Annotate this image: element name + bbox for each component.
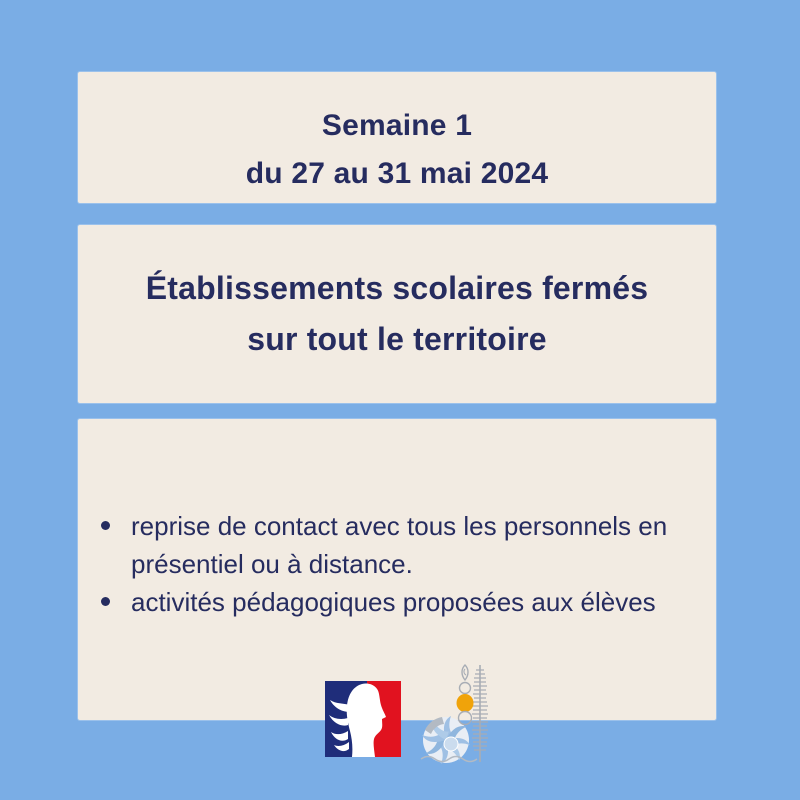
bullet-2-line-1: activités pédagogiques proposées aux élèves (131, 587, 656, 617)
week-title-line-2: du 27 au 31 mai 2024 (245, 156, 549, 190)
bullet-text (131, 507, 667, 583)
headline-line-1: Établissements scolaires fermés (145, 270, 649, 306)
headline-line-2: sur tout le territoire (247, 321, 547, 357)
bullet-list (78, 419, 716, 621)
bullet-item (98, 507, 688, 583)
headline-panel (78, 225, 716, 403)
bullet-1-line-2: présentiel ou à distance. (131, 549, 413, 579)
bullet-1-line-1: reprise de contact avec tous les personnels en (131, 511, 668, 541)
week-panel (78, 72, 716, 203)
bullet-dot-icon (101, 597, 110, 606)
gouvernement-nouvelle-caledonie-logo (418, 662, 506, 767)
marianne-republique-francaise-logo (325, 681, 401, 757)
week-title-line-1: Semaine 1 (321, 108, 473, 142)
bullet-item (98, 583, 688, 621)
bullet-dot-icon (101, 521, 110, 530)
fleche-faitiere-totem (457, 665, 474, 725)
footer-logos (325, 662, 506, 767)
bullet-text (131, 583, 656, 621)
